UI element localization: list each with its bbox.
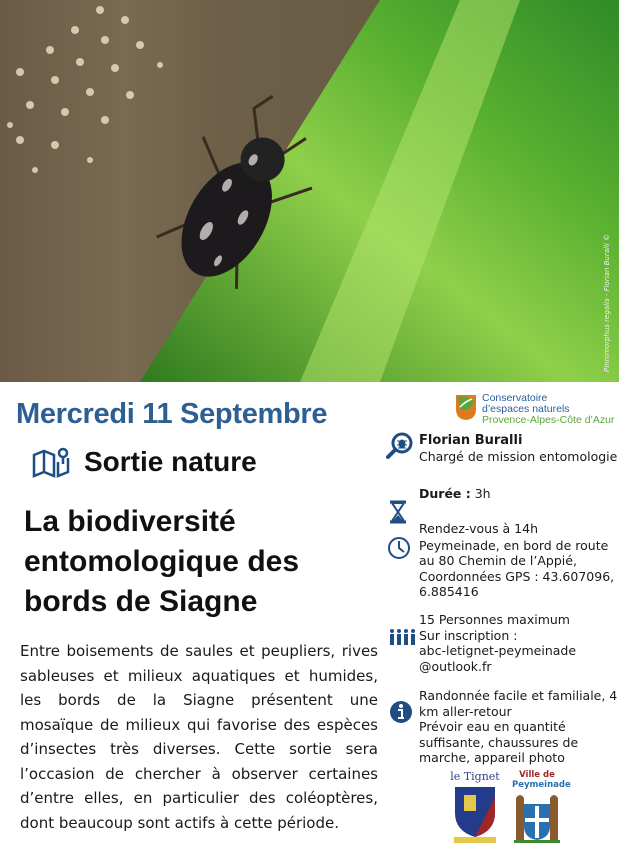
peymeinade-label-1: Ville de	[519, 770, 555, 780]
meeting-place: Peymeinade, en bord de route au 80 Chemin de l’Appié, Coordonnées GPS : 43.607096, 6.885416	[419, 537, 615, 599]
magnifier-bug-icon	[386, 432, 414, 460]
info-icon	[389, 700, 413, 724]
guide-name: Florian Buralli	[419, 433, 523, 448]
cen-logo-line3: Provence-Alpes-Côte d’Azur	[482, 414, 615, 426]
cen-paca-logo	[454, 393, 614, 426]
meeting-info	[419, 521, 619, 600]
people-group-icon	[389, 629, 415, 645]
map-pin-icon	[32, 446, 72, 478]
cen-logo-line2: d’espaces naturels	[482, 403, 570, 415]
guide-info	[419, 433, 617, 464]
registration-email[interactable]: abc-letignet-peymeinade@outlook.fr	[419, 643, 577, 674]
duration	[419, 486, 491, 502]
duration-label: Durée :	[419, 486, 471, 501]
cen-leaf-icon	[454, 393, 478, 421]
le-tignet-logo	[450, 770, 500, 849]
peymeinade-coat-of-arms	[512, 790, 562, 844]
peymeinade-label-2: Peymeinade	[512, 780, 571, 790]
guide-role: Chargé de mission entomologie	[419, 448, 618, 464]
hourglass-icon	[388, 500, 408, 524]
clock-icon	[387, 536, 411, 560]
capacity: 15 Personnes maximum	[419, 612, 570, 627]
meeting-time: Rendez-vous à 14h	[419, 521, 539, 536]
dot-pattern	[7, 6, 163, 173]
event-title: La biodiversité entomologique des bords de Siagne	[24, 505, 300, 618]
photo-illustration	[0, 0, 619, 382]
photo-credit: Pinnimorphus regalis - Florian Buralli ©	[603, 233, 611, 372]
beetle-photo	[0, 0, 619, 382]
tignet-coat-of-arms	[450, 783, 500, 845]
cen-logo-line1: Conservatoire	[482, 392, 548, 404]
duration-value: 3h	[474, 486, 491, 501]
tignet-label: le Tignet	[450, 770, 500, 783]
category-label: Sortie nature	[84, 446, 257, 477]
registration-label: Sur inscription :	[419, 627, 518, 643]
event-date: Mercredi 11 Septembre	[16, 398, 328, 430]
equipment-info: Prévoir eau en quantité suffisante, chaussures de marche, appareil photo	[419, 719, 579, 765]
registration-info	[419, 612, 619, 674]
peymeinade-logo	[512, 770, 571, 848]
category-heading	[32, 446, 257, 478]
event-description: Entre boisements de saules et peupliers, rives sableuses et milieux aquatiques et humides, les bords de la Siagne présentent une mosaïque de milieux qui favorise des espèces d’insectes très diverses. Cette sortie sera l’occasion de chercher à observer certaines d’entre elles, en particulier des coléoptères, dont beaucoup sont actifs à cette période.	[20, 642, 378, 832]
practical-info	[419, 688, 619, 766]
hike-info: Randonnée facile et familiale, 4 km aller-retour	[419, 688, 618, 719]
